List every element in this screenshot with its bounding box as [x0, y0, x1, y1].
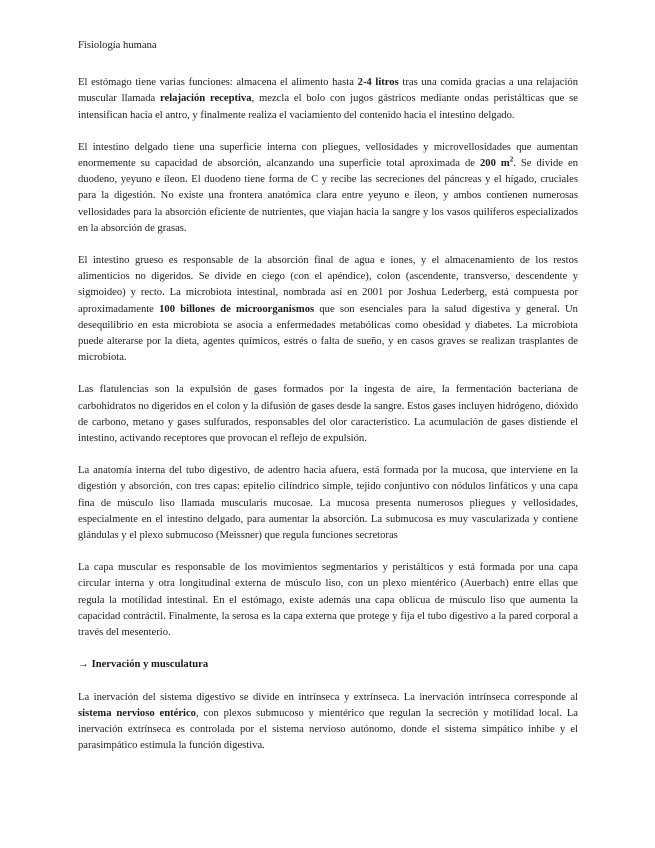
- paragraph-text: La inervación del sistema digestivo se divide en intrínseca y extrínseca. La inervación intrínseca corresponde al: [78, 691, 578, 703]
- paragraph-text: que son esenciales para la salud digestiva y general. Un desequilibrio en esta microbiota se asocia a enfermedades metabólicas como obesidad y diabetes. La microbiota puede alterarse por la dieta, agentes químicos, estrés o falta de sueño, y en casos graves se realizan trasplantes de microbiota.: [78, 303, 578, 364]
- bold-term: 100 billones de microorganismos: [159, 303, 315, 315]
- paragraph-small-intestine: [78, 140, 578, 237]
- paragraph-text: tras una comida gracias a una relajación muscular llamada: [78, 77, 578, 105]
- bold-term: [479, 155, 514, 170]
- paragraph-text: , con plexos submucoso y mientérico que regulan la secreción y motilidad local. La inervación extrínseca es controlada por el sistema nervioso autónomo, donde el sistema simpático inhibe y el parasimpático estimula la función digestiva.: [78, 707, 578, 752]
- bold-term: 2-4 litros: [357, 77, 399, 89]
- superscript: 2: [509, 155, 514, 164]
- paragraph-text: , mezcla el bolo con jugos gástricos mediante ondas peristálticas que se intensifican hacia el antro, y finalmente realiza el vaciamiento del contenido hacia el intestino delgado.: [78, 93, 578, 121]
- paragraph-internal-anatomy: La anatomía interna del tubo digestivo, de adentro hacia afuera, está formada por la mucosa, que interviene en la digestión y absorción, con tres capas: epitelio cilíndrico simple, tejido conjuntivo con nódulos linfáticos y una capa fina de músculo liso llamada muscularis mucosae. La mucosa presenta numerosos pliegues y vellosidades, especialmente en el intestino delgado, para aumentar la absorción. La submucosa es muy vascularizada y contiene glándulas y el plexo submucoso (Meissner) que regula funciones secretoras: [78, 465, 578, 542]
- paragraph-large-intestine: [78, 253, 578, 366]
- paragraph-text: El intestino delgado tiene una superficie interna con pliegues, vellosidades y microvellosidades que aumentan enormemente su capacidad de absorción, alcanzando una superficie total aproximada de: [78, 141, 578, 170]
- paragraph-muscular-layer: La capa muscular es responsable de los movimientos segmentarios y peristálticos y está formada por una capa circular interna y otra longitudinal externa de músculo liso, con un plexo mientérico (Auerbach) entre ellas que regula la motilidad intestinal. En el estómago, existe además una capa oblicua de músculo liso que aumenta la capacidad contráctil. Finalmente, la serosa es la capa externa que protege y fija el tubo digestivo a la pared corporal a través del mesenterio.: [78, 562, 578, 639]
- paragraph-text: El estómago tiene varias funciones: almacena el alimento hasta: [78, 77, 358, 89]
- paragraph-stomach: [78, 75, 578, 124]
- bold-term: relajación receptiva: [160, 93, 252, 105]
- paragraph-text: . Se divide en duodeno, yeyuno e íleon. El duodeno tiene forma de C y recibe las secreciones del páncreas y el hígado, cruciales para la digestión. No existe una frontera anatómica clara entre yeyuno e íleon, y ambos contienen numerosas vellosidades para la absorción eficiente de nutrientes, que viajan hacia la sangre y los vasos quilíferos especializados en la absorción de grasas.: [78, 158, 578, 234]
- bold-term: sistema nervioso entérico: [78, 707, 196, 719]
- arrow-right-icon: →: [78, 659, 89, 671]
- section-heading-text: Inervación y musculatura: [91, 659, 209, 671]
- paragraph-flatulence: Las flatulencias son la expulsión de gases formados por la ingesta de aire, la fermentación bacteriana de carbohidratos no digeridos en el colon y la difusión de gases desde la sangre. Estos gases incluyen hidrógeno, dióxido de carbono, metano y gases sulfurados, responsables del olor característico. La acumulación de gases distiende el intestino, activando receptores que provocan el reflejo de expulsión.: [78, 384, 578, 445]
- paragraph-innervation: [78, 690, 578, 755]
- document-page: [78, 38, 578, 770]
- bold-term-text: 200 m: [479, 158, 510, 170]
- paragraph-text: El intestino grueso es responsable de la absorción final de agua e iones, y el almacenamiento de los restos alimenticios no digeridos. Se divide en ciego (con el apéndice), colon (ascendente, transverso, descendente y sigmoideo) y recto. La microbiota intestinal, nombrada así en 2001 por Joshua Lederberg, está compuesta por aproximadamente: [78, 255, 578, 315]
- document-header: Fisiología humana: [78, 40, 157, 51]
- section-heading: [78, 657, 578, 673]
